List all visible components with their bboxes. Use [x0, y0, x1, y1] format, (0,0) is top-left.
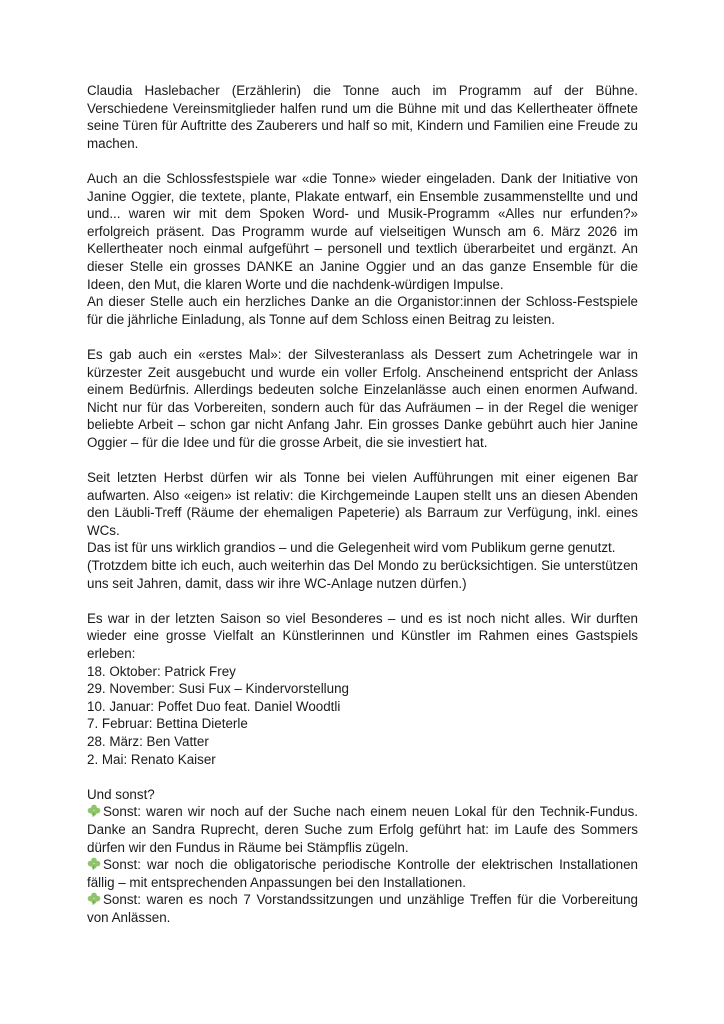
- list-item: 7. Februar: Bettina Dieterle: [87, 716, 248, 732]
- paragraph-del-mondo: (Trotzdem bitte ich euch, auch weiterhin das Del Mondo zu berücksichtigen. Sie unterstützen uns seit Jahren, damit, dass wir ihre WC-Anlage nutzen dürfen.): [87, 558, 638, 591]
- paragraph-schlossfestspiele: Auch an die Schlossfestspiele war «die Tonne» wieder eingeladen. Dank der Initiative von Janine Oggier, die textete, plante, Plakate entwarf, ein Ensemble zusammenstellte und und und... waren wir mit dem Spoken Word- und Musik-Programm «Alles nur erfunden?» erfolgreich präsent. Das Programm wurde auf vielseitigen Wunsch am 6. März 2026 im Kellertheater noch einmal aufgeführt – personell und textlich überarbeitet und ergänzt. An dieser Stelle ein grosses DANKE an Janine Oggier und an das ganze Ensemble für die Ideen, den Mut, die klaren Worte und die nachdenk-würdigen Impulse.: [87, 170, 638, 292]
- list-item: 29. November: Susi Fux – Kindervorstellung: [87, 681, 349, 697]
- paragraph-gap: [87, 592, 638, 610]
- paragraph-gap: [87, 768, 638, 786]
- clover-icon: [87, 804, 101, 817]
- paragraph-kindertheater: Claudia Haslebacher (Erzählerin) die Tonne auch im Programm auf der Bühne. Verschiedene Vereinsmitglieder halfen rund um die Bühne mit und das Kellertheater öffnete seine Türen für Auftritte des Zauberers und half so mit, Kindern und Familien eine Freude zu machen.: [87, 83, 638, 151]
- paragraph-bar: Seit letzten Herbst dürfen wir als Tonne bei vielen Aufführungen mit einer eigenen Bar aufwarten. Also «eigen» ist relativ: die Kirchgemeinde Laupen stellt uns an diesen Abenden den Läubli-Treff (Räume der ehemaligen Papeterie) als Barraum zur Verfügung, inkl. eines WCs.: [87, 470, 638, 538]
- guest-performance-list: [87, 663, 638, 769]
- paragraph-gap: [87, 152, 638, 170]
- misc-item-text: Sonst: waren wir noch auf der Suche nach einem neuen Lokal für den Technik-Fundus. Danke an Sandra Ruprecht, deren Suche zum Erfolg geführt hat: im Laufe des Sommers dürfen wir den Fundus in Räume bei Stämpflis zügeln.: [87, 804, 638, 855]
- clover-icon: [87, 857, 101, 870]
- list-item: 28. März: Ben Vatter: [87, 733, 209, 749]
- list-item: 18. Oktober: Patrick Frey: [87, 663, 236, 679]
- paragraph-gap: [87, 328, 638, 346]
- misc-heading: Und sonst?: [87, 786, 155, 802]
- document-body: [87, 82, 638, 927]
- list-item: 10. Januar: Poffet Duo feat. Daniel Woodtli: [87, 698, 341, 714]
- misc-item-sitzungen: [87, 891, 638, 926]
- misc-item-text: Sonst: war noch die obligatorische periodische Kontrolle der elektrischen Installationen fällig – mit entsprechenden Anpassungen bei den Installationen.: [87, 857, 638, 890]
- paragraph-gap: [87, 451, 638, 469]
- list-item: 2. Mai: Renato Kaiser: [87, 751, 216, 767]
- paragraph-grandios: Das ist für uns wirklich grandios – und die Gelegenheit wird vom Publikum gerne genutzt.: [87, 540, 616, 556]
- clover-icon: [87, 892, 101, 905]
- paragraph-silvester: Es gab auch ein «erstes Mal»: der Silvesteranlass als Dessert zum Achetringele war in kürzester Zeit ausgebucht und wurde ein voller Erfolg. Anscheinend entspricht der Anlass einem Bedürfnis. Allerdings bedeuten solche Einzelanlässe auch einen enormen Aufwand. Nicht nur für das Vorbereiten, sondern auch für das Aufräumen – in der Regel die weniger beliebte Arbeit – schon gar nicht Anfang Jahr. Ein grosses Danke gebührt auch hier Janine Oggier – für die Idee und für die grosse Arbeit, die sie investiert hat.: [87, 346, 638, 450]
- misc-item-text: Sonst: waren es noch 7 Vorstandssitzungen und unzählige Treffen für die Vorbereitung von Anlässen.: [87, 892, 638, 925]
- paragraph-gastspiele-intro: Es war in der letzten Saison so viel Besonderes – und es ist noch nicht alles. Wir durften wieder eine grosse Vielfalt an Künstlerinnen und Künstler im Rahmen eines Gastspiels erleben:: [87, 610, 638, 661]
- misc-item-fundus: [87, 803, 638, 856]
- paragraph-thanks-organizers: An dieser Stelle auch ein herzliches Danke an die Organistor:innen der Schloss-Festspiele für die jährliche Einladung, als Tonne auf dem Schloss einen Beitrag zu leisten.: [87, 294, 638, 327]
- misc-item-elektro: [87, 856, 638, 891]
